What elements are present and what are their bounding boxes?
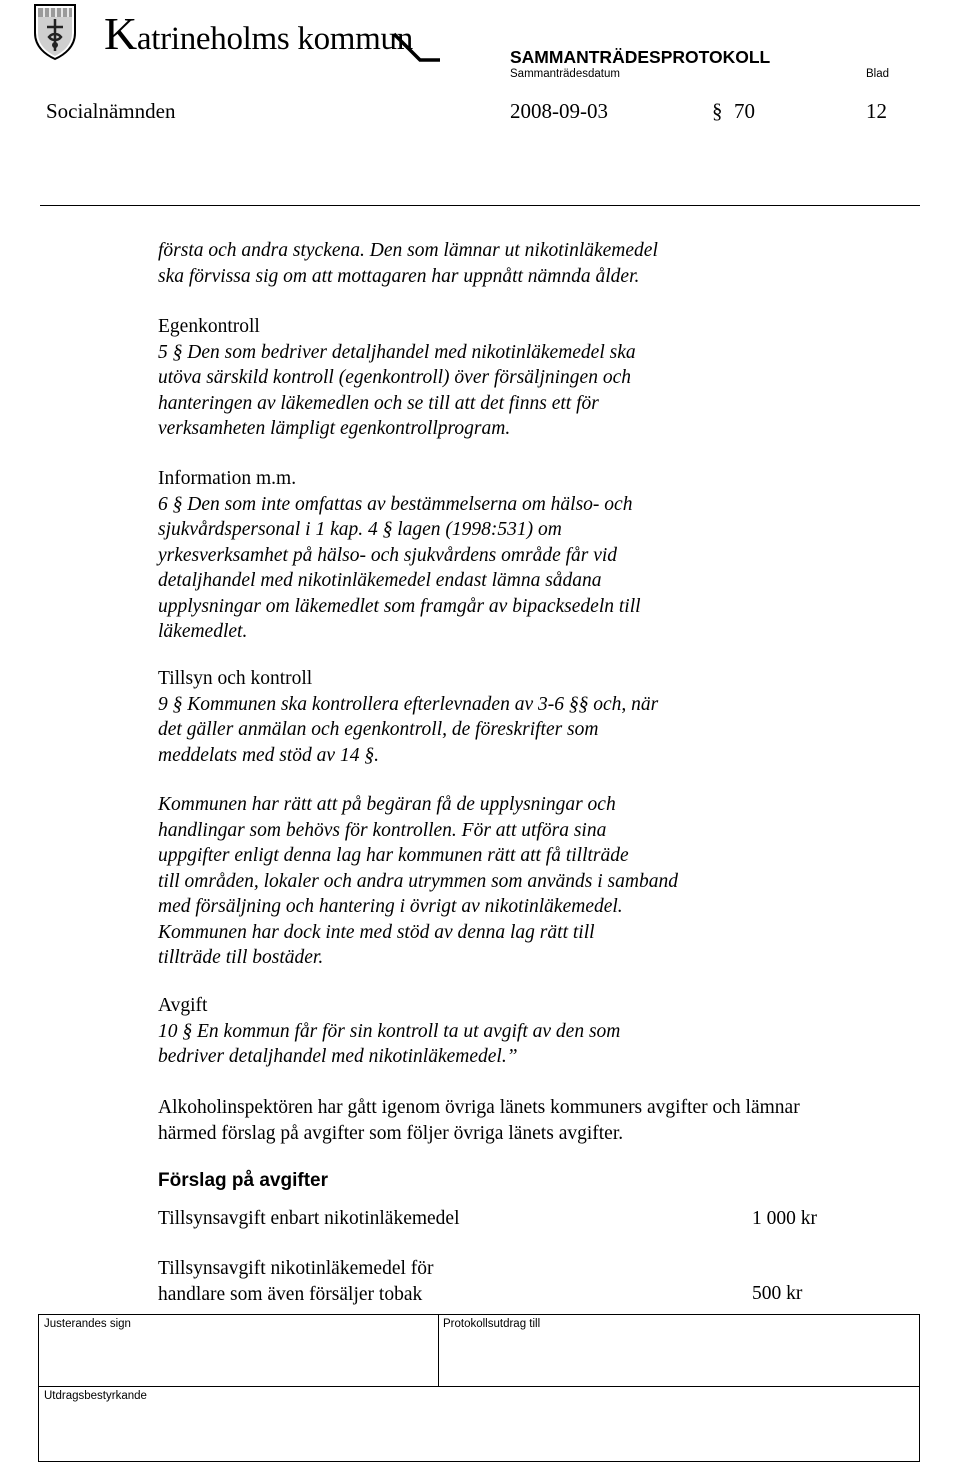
text-line: tillträde till bostäder. xyxy=(158,947,324,968)
text-line: bedriver detaljhandel med nikotinläkemedel.” xyxy=(158,1046,518,1067)
text-line: till områden, lokaler och andra utrymmen som används i samband xyxy=(158,870,678,892)
fee-item-amount: 1 000 kr xyxy=(752,1208,817,1229)
text-line: upplysningar om läkemedlet som framgår av bipacksedeln till xyxy=(158,595,641,617)
intro-paragraph xyxy=(158,238,658,289)
section-heading: Information m.m. xyxy=(158,468,297,489)
kommunen-ratt-paragraph xyxy=(158,792,678,971)
inspector-paragraph xyxy=(158,1095,800,1146)
avgift-section xyxy=(158,993,620,1070)
text-line: utöva särskild kontroll (egenkontroll) över försäljningen och xyxy=(158,367,631,388)
text-line: verksamheten lämpligt egenkontrollprogram. xyxy=(158,418,511,439)
text-line: ska förvissa sig om att mottagaren har uppnått nämnda ålder. xyxy=(158,265,640,287)
text-line: detaljhandel med nikotinläkemedel endast lämna sådana xyxy=(158,570,602,591)
org-name-rest: atrineholms kommun xyxy=(136,21,413,57)
sign-label: Justerandes sign xyxy=(44,1318,131,1330)
extract-label: Protokollsutdrag till xyxy=(443,1318,541,1330)
text-line: 10 § En kommun får för sin kontroll ta ut avgift av den som xyxy=(158,1020,621,1042)
text-line: handlare som även försäljer tobak xyxy=(158,1283,423,1305)
fee-item-label xyxy=(158,1256,434,1307)
fee-item-amount: 500 kr xyxy=(752,1283,803,1304)
text-line: sjukvårdspersonal i 1 kap. 4 § lagen (1998:531) om xyxy=(158,519,562,540)
certification-label: Utdragsbestyrkande xyxy=(44,1390,147,1402)
org-name-initial: K xyxy=(104,8,137,59)
meeting-date: 2008-09-03 xyxy=(510,99,608,123)
text-line: första och andra styckena. Den som lämnar ut nikotinläkemedel xyxy=(158,240,658,261)
footer-divider-vertical xyxy=(438,1314,439,1387)
header-divider xyxy=(40,205,920,206)
org-name xyxy=(104,8,413,59)
logo-swoosh-icon xyxy=(392,24,442,64)
protocol-title: SAMMANTRÄDESPROTOKOLL xyxy=(510,47,771,67)
text-line: Kommunen har dock inte med stöd av denna lag rätt till xyxy=(158,921,595,943)
text-line: Tillsynsavgift nikotinläkemedel för xyxy=(158,1258,434,1279)
text-line: 6 § Den som inte omfattas av bestämmelserna om hälso- och xyxy=(158,493,633,515)
text-line: meddelats med stöd av 14 §. xyxy=(158,744,379,766)
fees-heading: Förslag på avgifter xyxy=(158,1170,328,1191)
page-label: Blad xyxy=(866,68,890,80)
text-line: 5 § Den som bedriver detaljhandel med nikotinläkemedel ska xyxy=(158,341,636,363)
text-line: handlingar som behövs för kontrollen. För att utföra sina xyxy=(158,819,607,841)
tillsyn-section xyxy=(158,666,658,768)
text-line: härmed förslag på avgifter som följer övriga länets avgifter. xyxy=(158,1122,624,1144)
section-heading: Avgift xyxy=(158,995,208,1016)
fee-item-label xyxy=(158,1206,460,1232)
paragraph-symbol: § xyxy=(712,99,723,123)
committee-name: Socialnämnden xyxy=(46,99,176,123)
text-line: Alkoholinspektören har gått igenom övriga länets kommuners avgifter och lämnar xyxy=(158,1097,800,1118)
text-line: Kommunen har rätt att på begäran få de upplysningar och xyxy=(158,794,616,815)
text-line: uppgifter enligt denna lag har kommunen rätt att få tillträde xyxy=(158,845,629,866)
text-line: 9 § Kommunen ska kontrollera efterlevnaden av 3-6 §§ och, när xyxy=(158,693,659,715)
section-heading: Egenkontroll xyxy=(158,316,260,337)
date-label: Sammanträdesdatum xyxy=(510,68,620,80)
section-heading: Tillsyn och kontroll xyxy=(158,668,313,689)
text-line: läkemedlet. xyxy=(158,621,248,642)
text-line: det gäller anmälan och egenkontroll, de föreskrifter som xyxy=(158,719,599,740)
municipal-crest-icon xyxy=(32,3,78,61)
information-section xyxy=(158,466,641,645)
text-line: Tillsynsavgift enbart nikotinläkemedel xyxy=(158,1208,460,1229)
text-line: hanteringen av läkemedlen och se till att det finns ett för xyxy=(158,392,599,414)
page-number: 12 xyxy=(866,99,887,123)
egenkontroll-section xyxy=(158,314,636,442)
text-line: med försäljning och hantering i övrigt av nikotinläkemedel. xyxy=(158,896,623,917)
text-line: yrkesverksamhet på hälso- och sjukvårdens område får vid xyxy=(158,544,618,566)
footer-divider-horizontal xyxy=(38,1386,920,1387)
paragraph-number: 70 xyxy=(734,99,755,123)
footer-signature-box xyxy=(38,1314,920,1462)
